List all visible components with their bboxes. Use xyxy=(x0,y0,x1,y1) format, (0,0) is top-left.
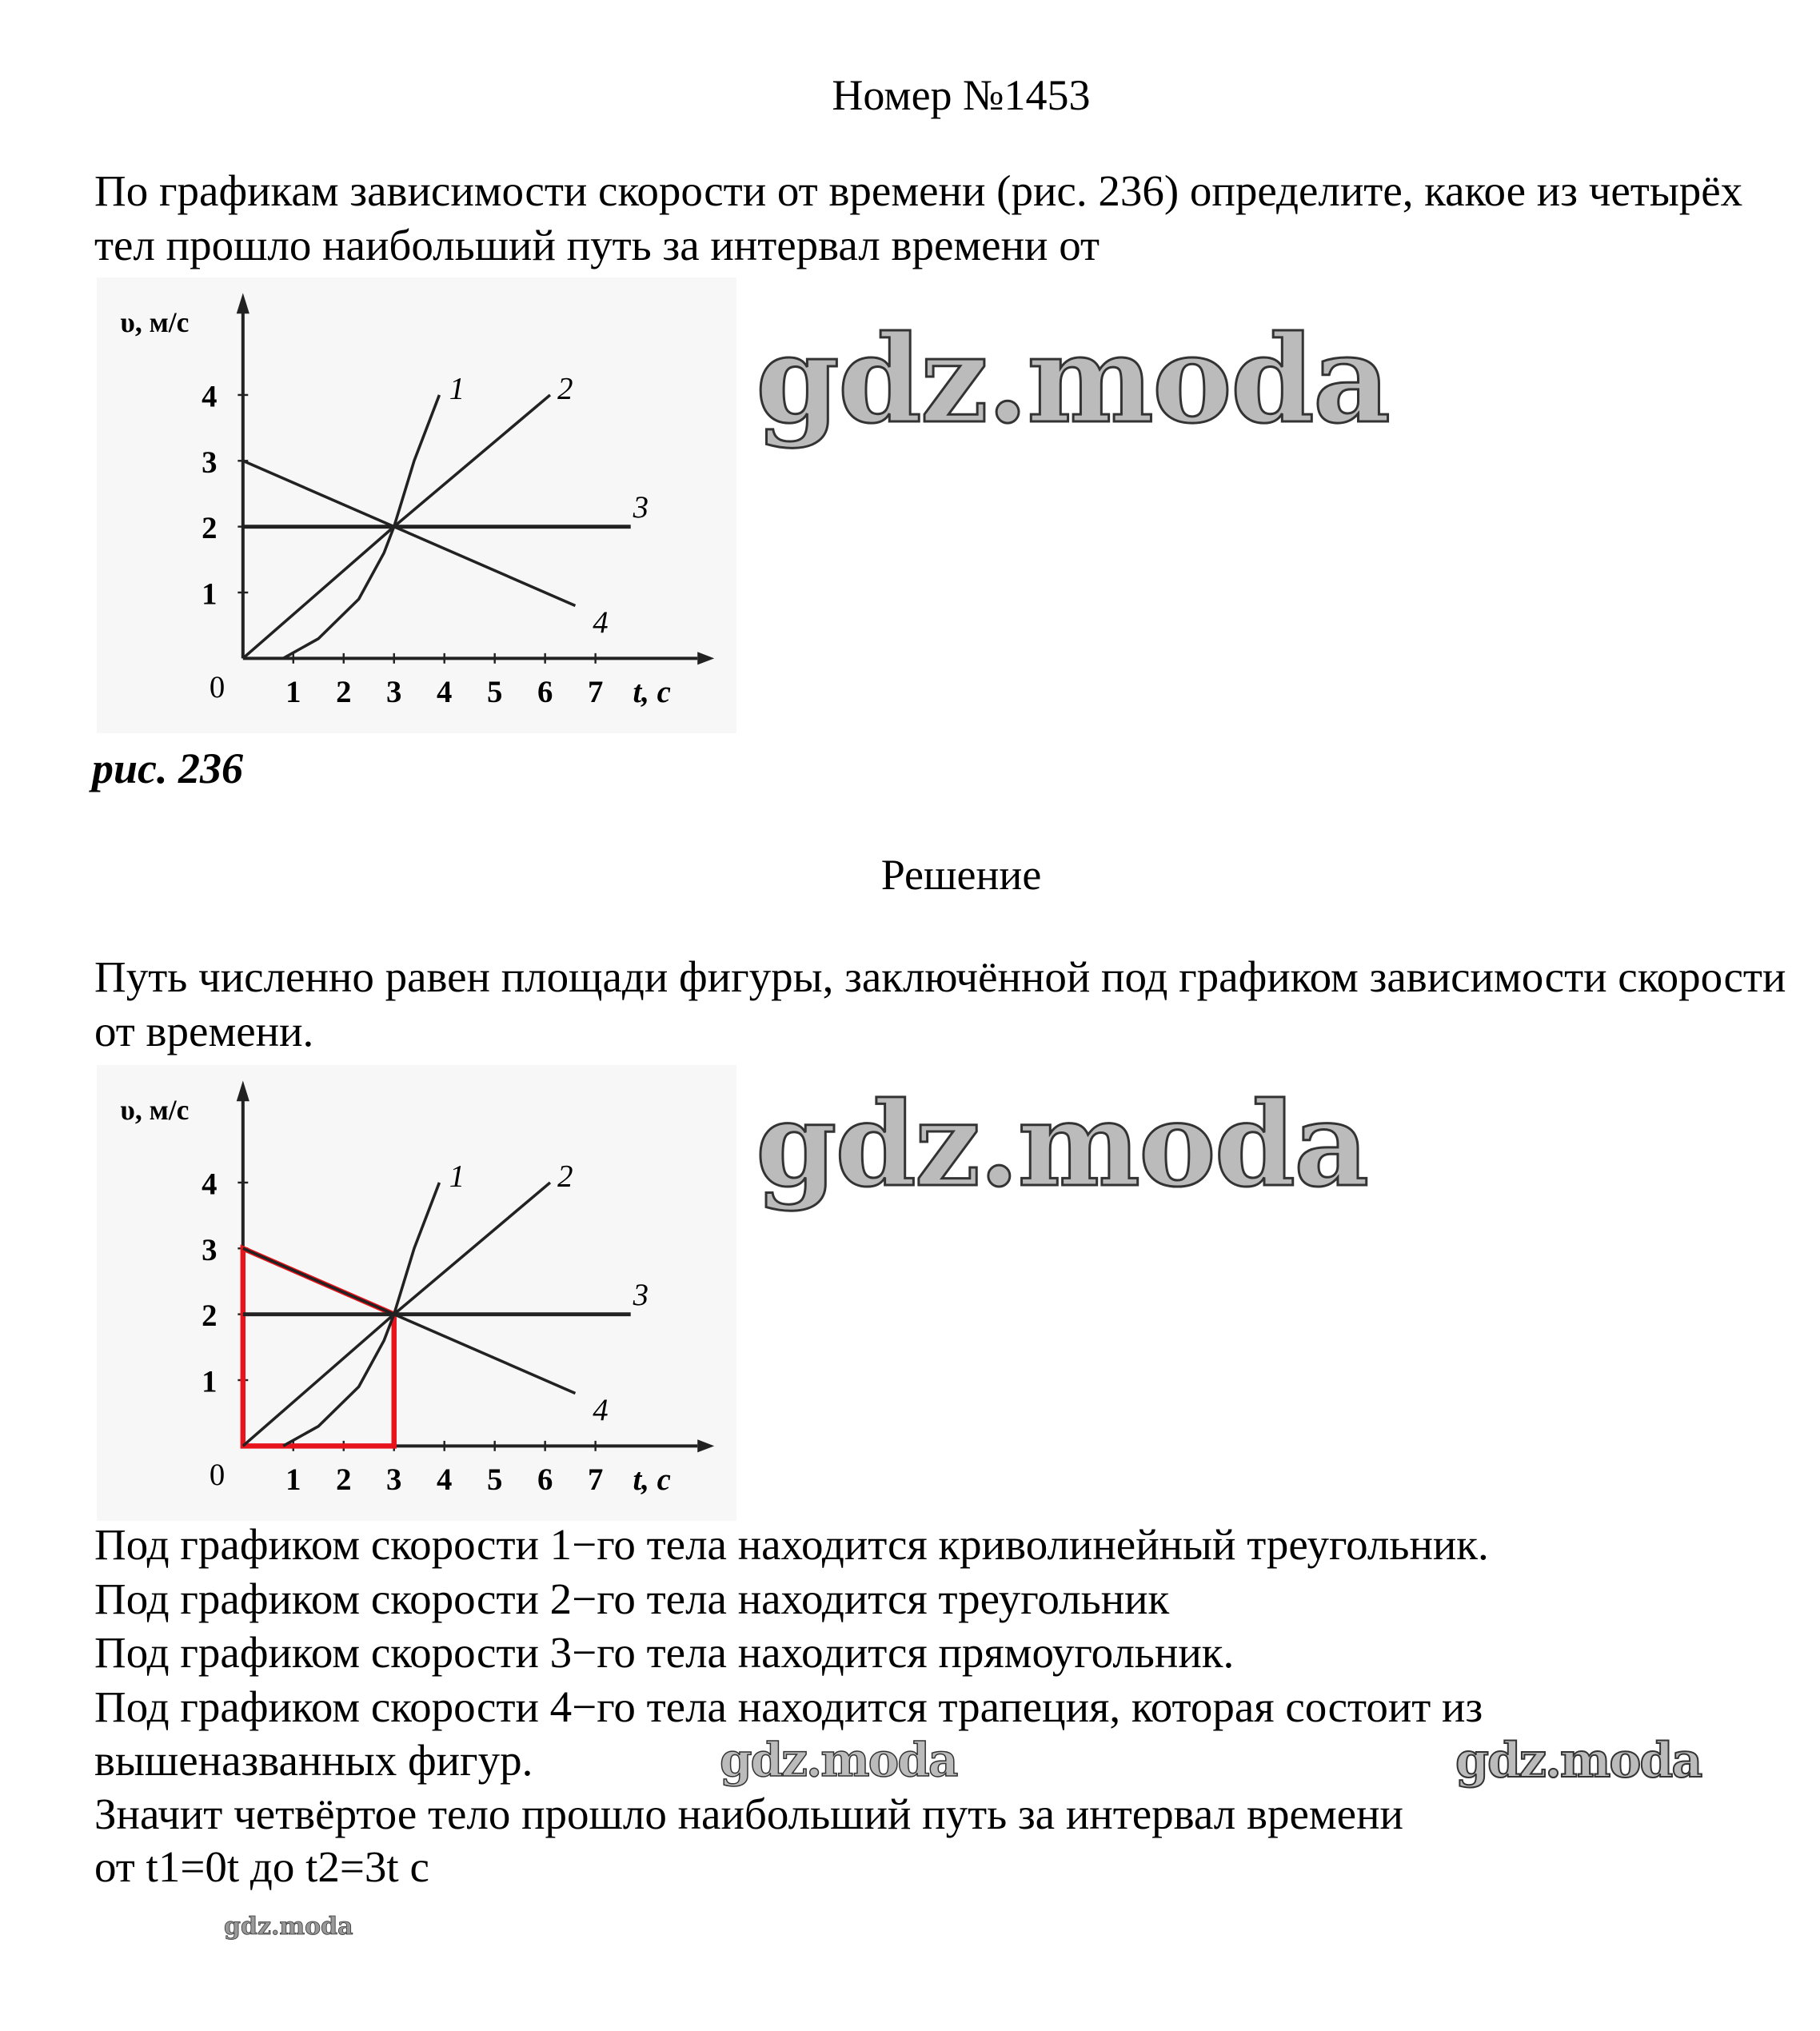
series-label-2: 2 xyxy=(557,1159,573,1194)
x-axis-label: t, с xyxy=(633,675,671,710)
watermark: gdz.moda xyxy=(756,309,1390,450)
page-title: Номер №1453 xyxy=(832,71,1091,119)
x-tick-label: 7 xyxy=(587,1462,604,1498)
solution-line-4: Под графиком скорости 4−го тела находится трапеция, которая состоит из xyxy=(94,1682,1483,1731)
series-label-1: 1 xyxy=(449,371,465,406)
y-tick-label: 4 xyxy=(202,379,218,414)
solution-line-6: Значит четвёртое тело прошло наибольший путь за интервал времени xyxy=(94,1790,1403,1838)
x-tick-label: 7 xyxy=(587,675,604,710)
x-tick-label: 2 xyxy=(336,1462,352,1498)
origin-label: 0 xyxy=(209,1457,226,1492)
x-axis-arrow-icon xyxy=(697,652,714,664)
x-tick-label: 3 xyxy=(386,675,402,710)
solution-line-1: Под графиком скорости 1−го тела находится криволинейный треугольник. xyxy=(94,1520,1489,1569)
y-tick-label: 1 xyxy=(202,577,218,612)
origin-label: 0 xyxy=(209,669,226,704)
series-label-4: 4 xyxy=(593,605,609,640)
highlighted-area-trapezoid xyxy=(243,1248,394,1446)
series-label-3: 3 xyxy=(633,1277,649,1312)
x-tick-label: 5 xyxy=(487,675,503,710)
solution-line-2: Под графиком скорости 2−го тела находится треугольник xyxy=(94,1574,1170,1623)
x-tick-label: 4 xyxy=(437,1462,453,1498)
y-tick-label: 1 xyxy=(202,1364,218,1399)
velocity-graph-figure xyxy=(97,277,736,733)
watermark: gdz.moda xyxy=(720,1733,957,1787)
series-label-4: 4 xyxy=(593,1392,609,1427)
x-tick-label: 1 xyxy=(285,1462,301,1498)
solution-line-3: Под графиком скорости 3−го тела находится прямоугольник. xyxy=(94,1628,1235,1677)
y-tick-label: 2 xyxy=(202,511,218,546)
velocity-time-chart-highlighted xyxy=(97,1065,736,1521)
solution-line-5: вышеназванных фигур. xyxy=(94,1736,533,1785)
series-label-1: 1 xyxy=(449,1159,465,1194)
velocity-graph-figure-highlighted xyxy=(97,1065,736,1521)
solution-line-7: от t1=0t до t2=3t с xyxy=(94,1842,429,1891)
x-tick-label: 1 xyxy=(285,675,301,710)
y-tick-label: 4 xyxy=(202,1167,218,1202)
series-line-4 xyxy=(243,461,576,605)
x-tick-label: 4 xyxy=(437,675,453,710)
series-label-2: 2 xyxy=(557,371,573,406)
watermark: gdz.moda xyxy=(1455,1733,1702,1789)
solution-heading: Решение xyxy=(880,851,1042,899)
problem-text: По графикам зависимости скорости от времени (рис. 236) определите, какое из четырёх тел прошло наибольший путь за интервал времени от xyxy=(94,166,1743,269)
y-axis-arrow-icon xyxy=(237,293,249,313)
solution-intro: Путь численно равен площади фигуры, заключённой под графиком зависимости скорости от времени. xyxy=(94,952,1786,1055)
velocity-time-chart xyxy=(97,277,736,733)
watermark: gdz.moda xyxy=(224,1913,353,1941)
y-tick-label: 3 xyxy=(202,1232,218,1267)
x-tick-label: 6 xyxy=(537,1462,553,1498)
y-tick-label: 2 xyxy=(202,1299,218,1334)
x-axis-label: t, с xyxy=(633,1462,671,1498)
series-line-4 xyxy=(243,1248,576,1393)
series-label-3: 3 xyxy=(633,489,649,525)
y-axis-label: υ, м/с xyxy=(120,305,190,338)
x-tick-label: 2 xyxy=(336,675,352,710)
y-tick-label: 3 xyxy=(202,445,218,480)
watermark: gdz.moda xyxy=(756,1077,1368,1213)
figure-caption: рис. 236 xyxy=(92,744,243,792)
y-axis-label: υ, м/с xyxy=(120,1093,190,1126)
x-axis-arrow-icon xyxy=(697,1439,714,1452)
y-axis-arrow-icon xyxy=(237,1080,249,1101)
x-tick-label: 6 xyxy=(537,675,553,710)
x-tick-label: 5 xyxy=(487,1462,503,1498)
x-tick-label: 3 xyxy=(386,1462,402,1498)
